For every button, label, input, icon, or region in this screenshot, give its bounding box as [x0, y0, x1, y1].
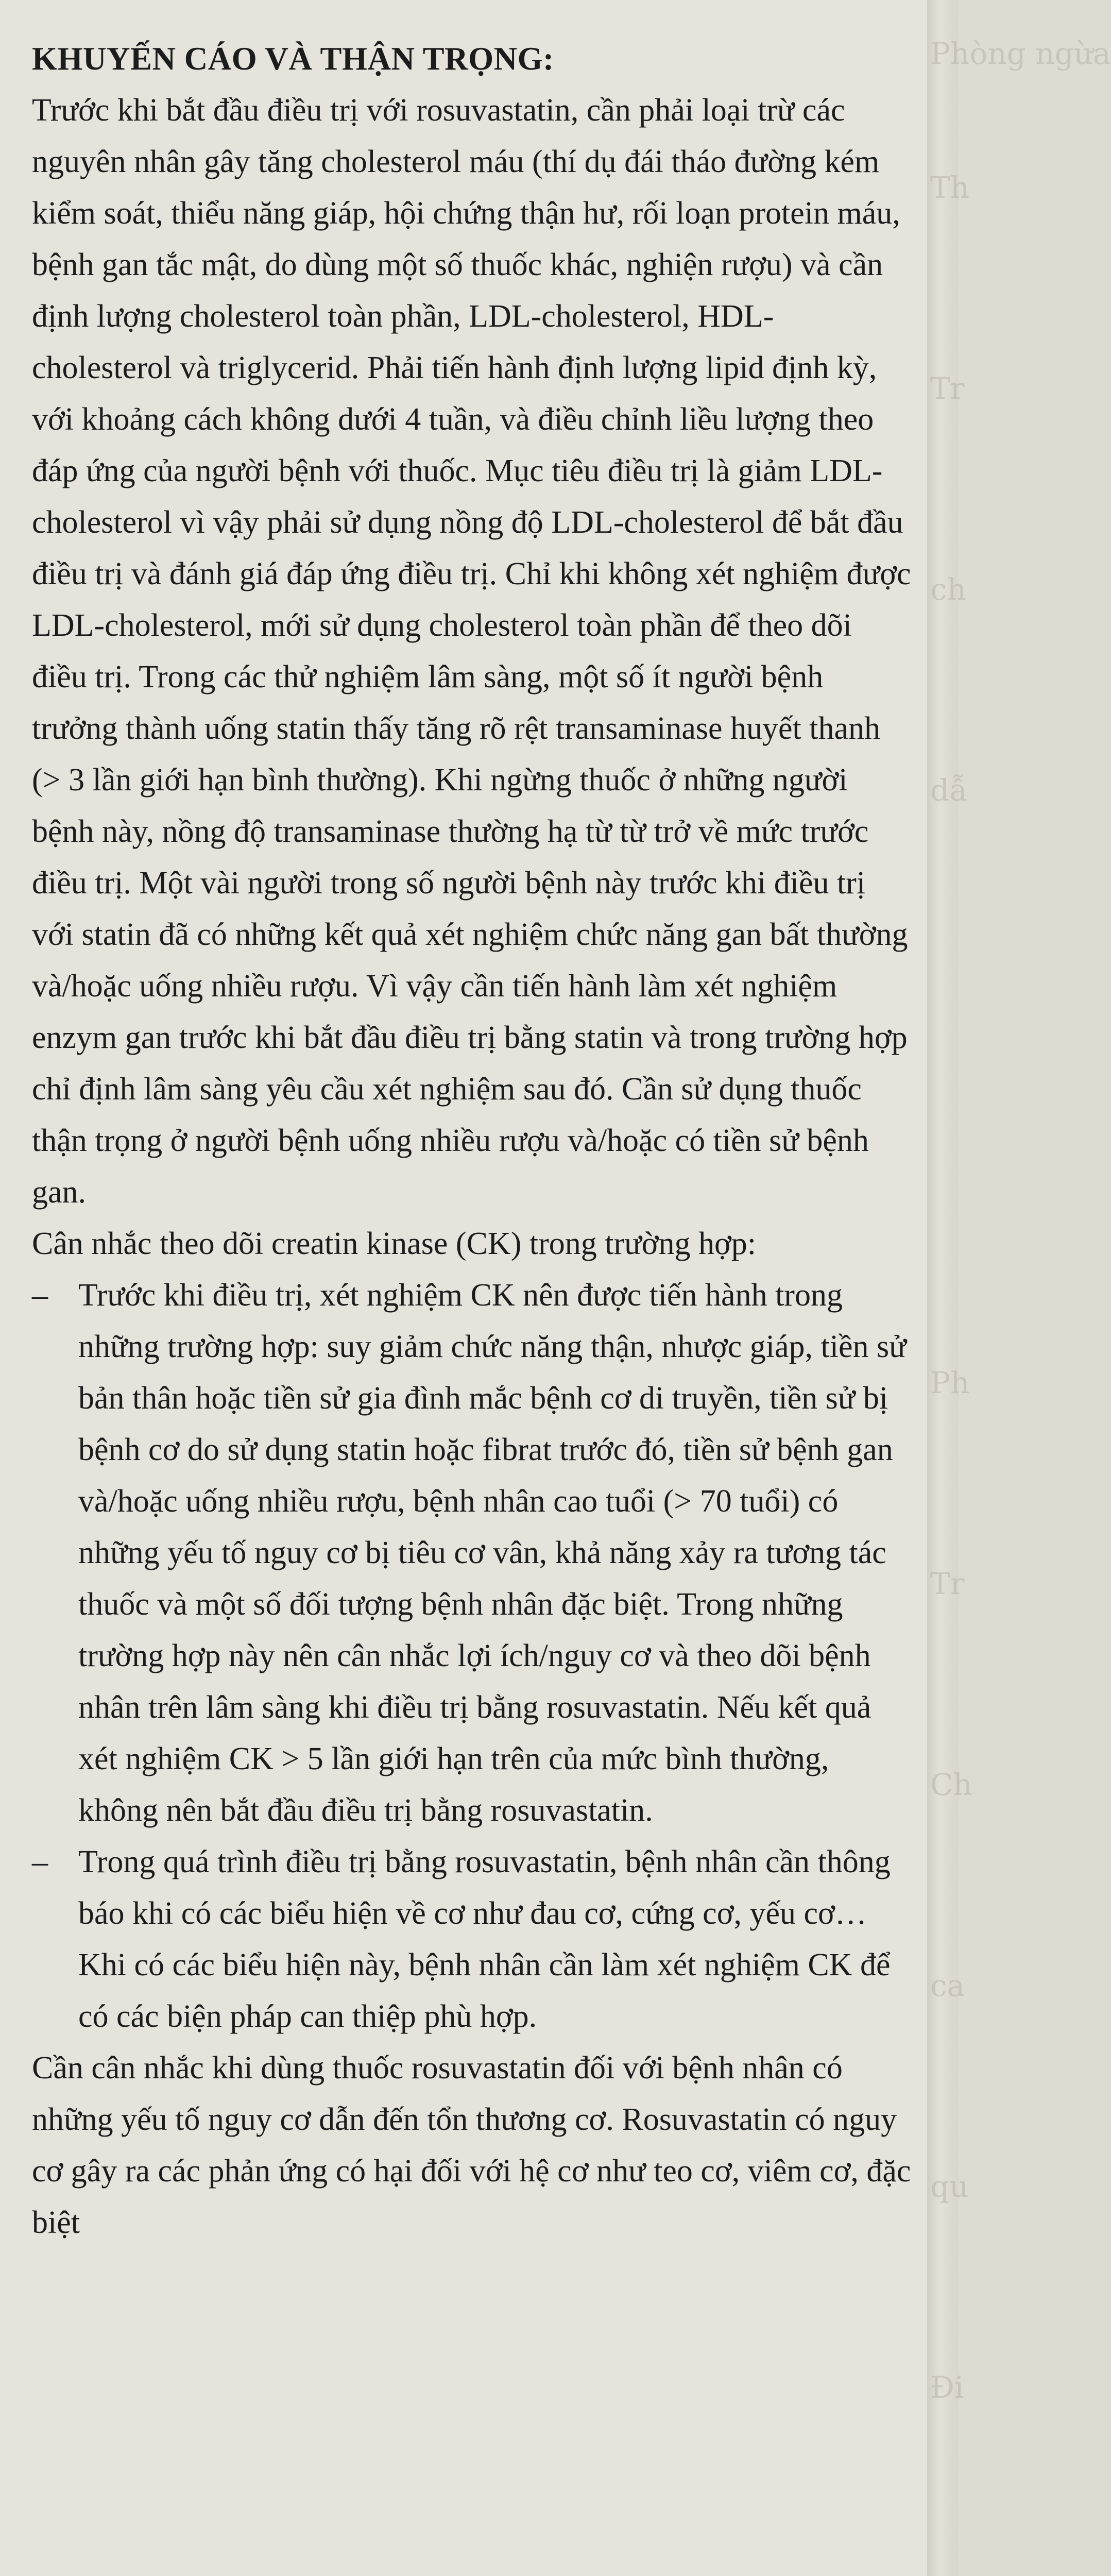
closing-paragraph: Cần cân nhắc khi dùng thuốc rosuvastatin đối với bệnh nhân có những yếu tố nguy cơ dẫn đến tổn thương cơ. Rosuvastatin có nguy cơ gây ra các phản ứng có hại đối với hệ cơ như teo cơ, viêm cơ, đặc biệt [32, 2050, 911, 2240]
list-item-text: Trong quá trình điều trị bằng rosuvastatin, bệnh nhân cần thông báo khi có các biểu hiện về cơ như đau cơ, cứng cơ, yếu cơ…Khi có các biểu hiện này, bệnh nhân cần làm xét nghiệm CK để có các biện pháp can thiệp phù hợp. [78, 1844, 891, 2034]
document-content [32, 33, 913, 2248]
adjacent-page-edge: Phòng ngừa Th Tr ch dẫ Ph Tr Ch ca qu Đi [927, 0, 959, 2576]
list-item-during-treatment [32, 1836, 913, 2042]
section-heading: KHUYẾN CÁO VÀ THẬN TRỌNG: [32, 41, 554, 77]
ck-intro-paragraph: Cân nhắc theo dõi creatin kinase (CK) trong trường hợp: [32, 1226, 756, 1261]
warning-paragraph: Trước khi bắt đầu điều trị với rosuvastatin, cần phải loại trừ các nguyên nhân gây tăng cholesterol máu (thí dụ đái tháo đường kém kiểm soát, thiểu năng giáp, hội chứng thận hư, rối loạn protein máu, bệnh gan tắc mật, do dùng một số thuốc khác, nghiện rượu) và cần định lượng cholesterol toàn phần, LDL-cholesterol, HDL-cholesterol và triglycerid. Phải tiến hành định lượng lipid định kỳ, với khoảng cách không dưới 4 tuần, và điều chỉnh liều lượng theo đáp ứng của người bệnh với thuốc. Mục tiêu điều trị là giảm LDL-cholesterol vì vậy phải sử dụng nồng độ LDL-cholesterol để bắt đầu điều trị và đánh giá đáp ứng điều trị. Chỉ khi không xét nghiệm được LDL-cholesterol, mới sử dụng cholesterol toàn phần để theo dõi điều trị. Trong các thử nghiệm lâm sàng, một số ít người bệnh trưởng thành uống statin thấy tăng rõ rệt transaminase huyết thanh (> 3 lần giới hạn bình thường). Khi ngừng thuốc ở những người bệnh này, nồng độ transaminase thường hạ từ từ trở về mức trước điều trị. Một vài người trong số người bệnh này trước khi điều trị với statin đã có những kết quả xét nghiệm chức năng gan bất thường và/hoặc uống nhiều rượu. Vì vậy cần tiến hành làm xét nghiệm enzym gan trước khi bắt đầu điều trị bằng statin và trong trường hợp chỉ định lâm sàng yêu cầu xét nghiệm sau đó. Cần sử dụng thuốc thận trọng ở người bệnh uống nhiều rượu và/hoặc có tiền sử bệnh gan. [32, 93, 911, 1210]
list-dash: – [32, 1844, 48, 1879]
list-item-before-treatment [32, 1269, 913, 1836]
list-item-text: Trước khi điều trị, xét nghiệm CK nên được tiến hành trong những trường hợp: suy giảm chức năng thận, nhược giáp, tiền sử bản thân hoặc tiền sử gia đình mắc bệnh cơ di truyền, tiền sử bị bệnh cơ do sử dụng statin hoặc fibrat trước đó, tiền sử bệnh gan và/hoặc uống nhiều rượu, bệnh nhân cao tuổi (> 70 tuổi) có những yếu tố nguy cơ bị tiêu cơ vân, khả năng xảy ra tương tác thuốc và một số đối tượng bệnh nhân đặc biệt. Trong những trường hợp này nên cân nhắc lợi ích/nguy cơ và theo dõi bệnh nhân trên lâm sàng khi điều trị bằng rosuvastatin. Nếu kết quả xét nghiệm CK > 5 lần giới hạn trên của mức bình thường, không nên bắt đầu điều trị bằng rosuvastatin. [78, 1278, 907, 1828]
list-dash: – [32, 1278, 48, 1313]
